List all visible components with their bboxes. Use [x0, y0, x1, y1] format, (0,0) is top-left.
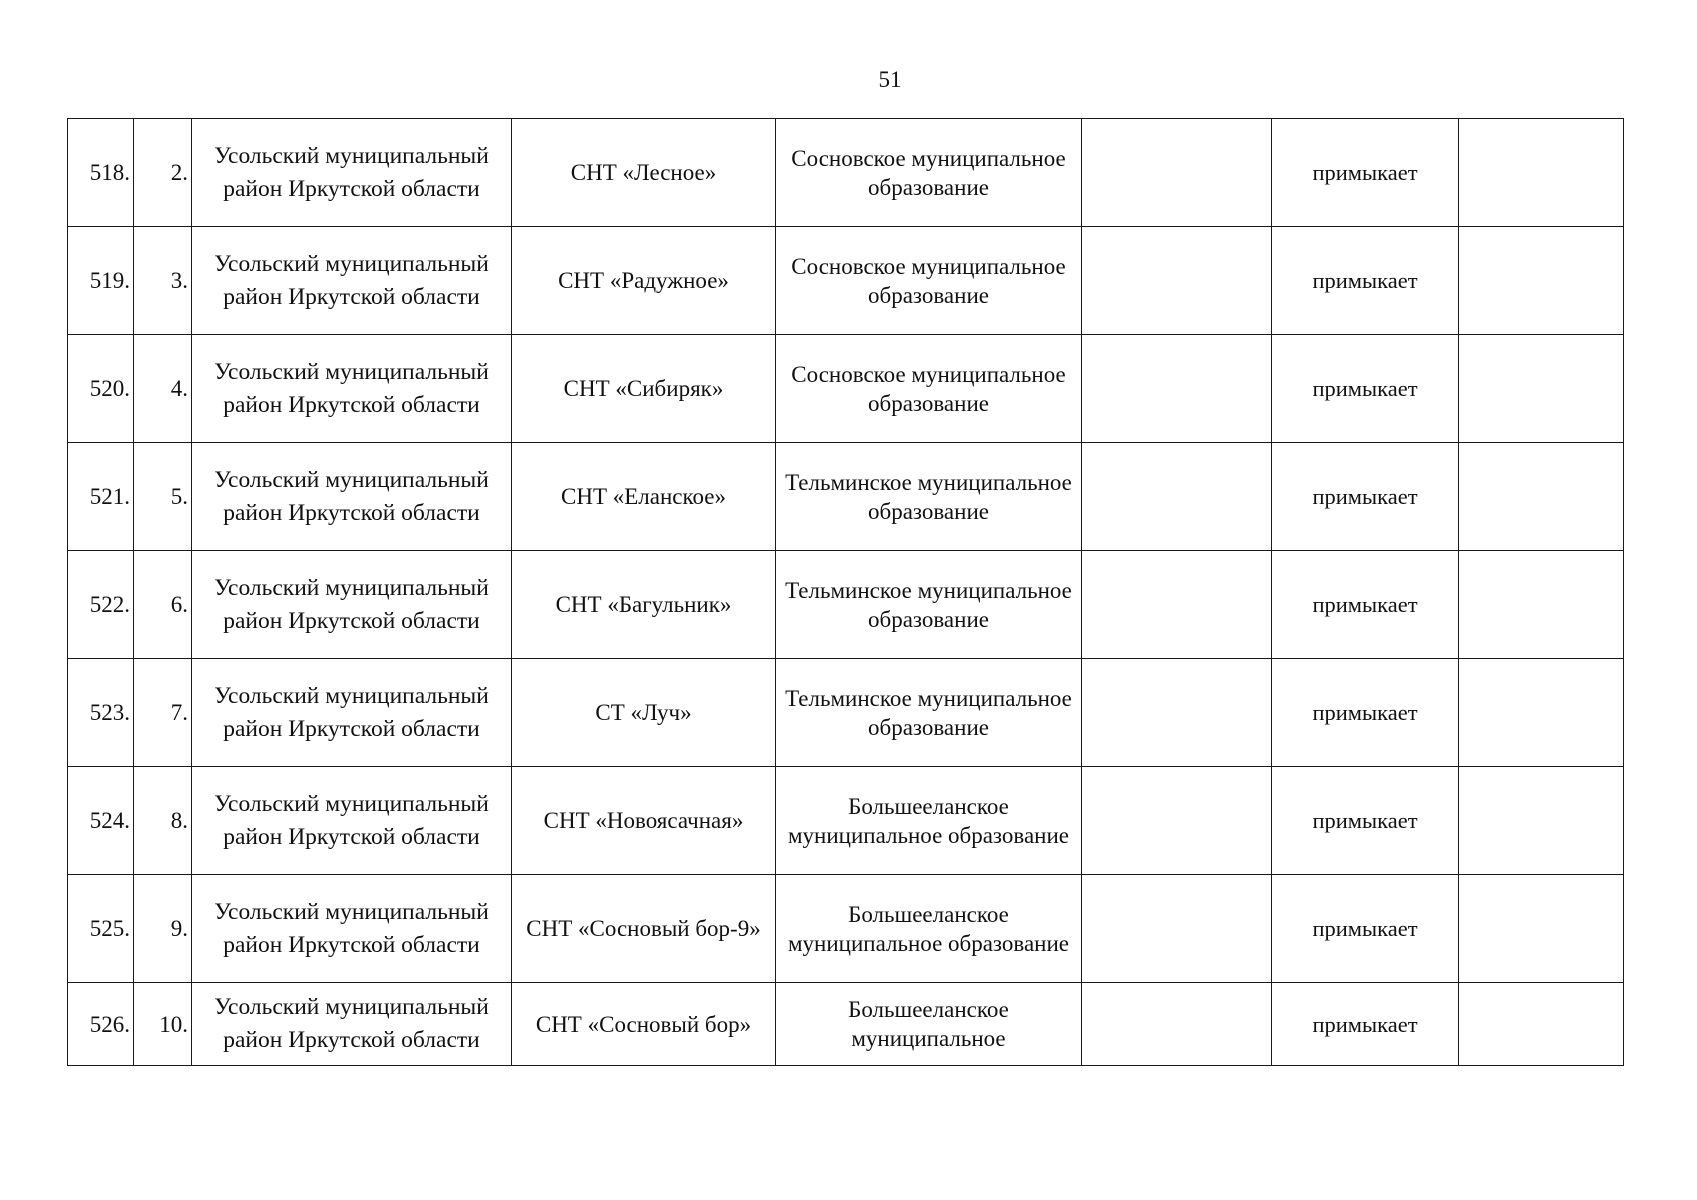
sub-number-cell: 8. [134, 767, 192, 875]
district-cell: Усольский муниципальный район Иркутской области [192, 551, 512, 659]
row-number-cell: 520. [68, 335, 134, 443]
page-number: 51 [878, 67, 902, 92]
status-cell: примыкает [1272, 335, 1459, 443]
table-body [68, 119, 1624, 1066]
district-cell: Усольский муниципальный район Иркутской области [192, 443, 512, 551]
municipality-cell: Тельминское муниципальное образование [776, 659, 1082, 767]
district-cell: Усольский муниципальный район Иркутской области [192, 119, 512, 227]
blank-cell [1082, 443, 1272, 551]
sub-number-cell: 5. [134, 443, 192, 551]
blank-cell [1459, 443, 1624, 551]
district-cell: Усольский муниципальный район Иркутской области [192, 227, 512, 335]
object-name-cell: СТ «Луч» [512, 659, 776, 767]
blank-cell [1082, 659, 1272, 767]
settlements-table [67, 118, 1624, 1066]
row-number-cell: 523. [68, 659, 134, 767]
row-number-cell: 526. [68, 983, 134, 1066]
blank-cell [1459, 659, 1624, 767]
blank-cell [1459, 767, 1624, 875]
table-row [68, 659, 1624, 767]
district-cell: Усольский муниципальный район Иркутской области [192, 659, 512, 767]
blank-cell [1459, 551, 1624, 659]
table-row [68, 983, 1624, 1066]
object-name-cell: СНТ «Сосновый бор-9» [512, 875, 776, 983]
table-row [68, 335, 1624, 443]
sub-number-cell: 9. [134, 875, 192, 983]
status-cell: примыкает [1272, 119, 1459, 227]
blank-cell [1082, 551, 1272, 659]
row-number-cell: 525. [68, 875, 134, 983]
blank-cell [1082, 119, 1272, 227]
sub-number-cell: 6. [134, 551, 192, 659]
table-row [68, 443, 1624, 551]
blank-cell [1459, 119, 1624, 227]
status-cell: примыкает [1272, 443, 1459, 551]
object-name-cell: СНТ «Сибиряк» [512, 335, 776, 443]
sub-number-cell: 7. [134, 659, 192, 767]
sub-number-cell: 2. [134, 119, 192, 227]
status-cell: примыкает [1272, 983, 1459, 1066]
sub-number-cell: 10. [134, 983, 192, 1066]
blank-cell [1082, 875, 1272, 983]
status-cell: примыкает [1272, 875, 1459, 983]
blank-cell [1082, 227, 1272, 335]
district-cell: Усольский муниципальный район Иркутской области [192, 875, 512, 983]
municipality-cell: Большееланское муниципальное образование [776, 767, 1082, 875]
municipality-cell: Сосновское муниципальное образование [776, 227, 1082, 335]
status-cell: примыкает [1272, 551, 1459, 659]
row-number-cell: 521. [68, 443, 134, 551]
object-name-cell: СНТ «Лесное» [512, 119, 776, 227]
object-name-cell: СНТ «Сосновый бор» [512, 983, 776, 1066]
row-number-cell: 518. [68, 119, 134, 227]
municipality-cell: Большееланское муниципальное [776, 983, 1082, 1066]
municipality-cell: Большееланское муниципальное образование [776, 875, 1082, 983]
table-row [68, 551, 1624, 659]
blank-cell [1459, 335, 1624, 443]
table-row [68, 875, 1624, 983]
table-row [68, 767, 1624, 875]
object-name-cell: СНТ «Новоясачная» [512, 767, 776, 875]
object-name-cell: СНТ «Еланское» [512, 443, 776, 551]
blank-cell [1082, 983, 1272, 1066]
blank-cell [1459, 983, 1624, 1066]
table-row [68, 227, 1624, 335]
status-cell: примыкает [1272, 227, 1459, 335]
object-name-cell: СНТ «Радужное» [512, 227, 776, 335]
district-cell: Усольский муниципальный район Иркутской области [192, 335, 512, 443]
status-cell: примыкает [1272, 767, 1459, 875]
municipality-cell: Тельминское муниципальное образование [776, 443, 1082, 551]
object-name-cell: СНТ «Багульник» [512, 551, 776, 659]
municipality-cell: Тельминское муниципальное образование [776, 551, 1082, 659]
row-number-cell: 524. [68, 767, 134, 875]
district-cell: Усольский муниципальный район Иркутской области [192, 983, 512, 1066]
blank-cell [1459, 875, 1624, 983]
status-cell: примыкает [1272, 659, 1459, 767]
municipality-cell: Сосновское муниципальное образование [776, 119, 1082, 227]
blank-cell [1082, 767, 1272, 875]
sub-number-cell: 4. [134, 335, 192, 443]
district-cell: Усольский муниципальный район Иркутской области [192, 767, 512, 875]
blank-cell [1459, 227, 1624, 335]
row-number-cell: 519. [68, 227, 134, 335]
blank-cell [1082, 335, 1272, 443]
table-row [68, 119, 1624, 227]
municipality-cell: Сосновское муниципальное образование [776, 335, 1082, 443]
row-number-cell: 522. [68, 551, 134, 659]
sub-number-cell: 3. [134, 227, 192, 335]
